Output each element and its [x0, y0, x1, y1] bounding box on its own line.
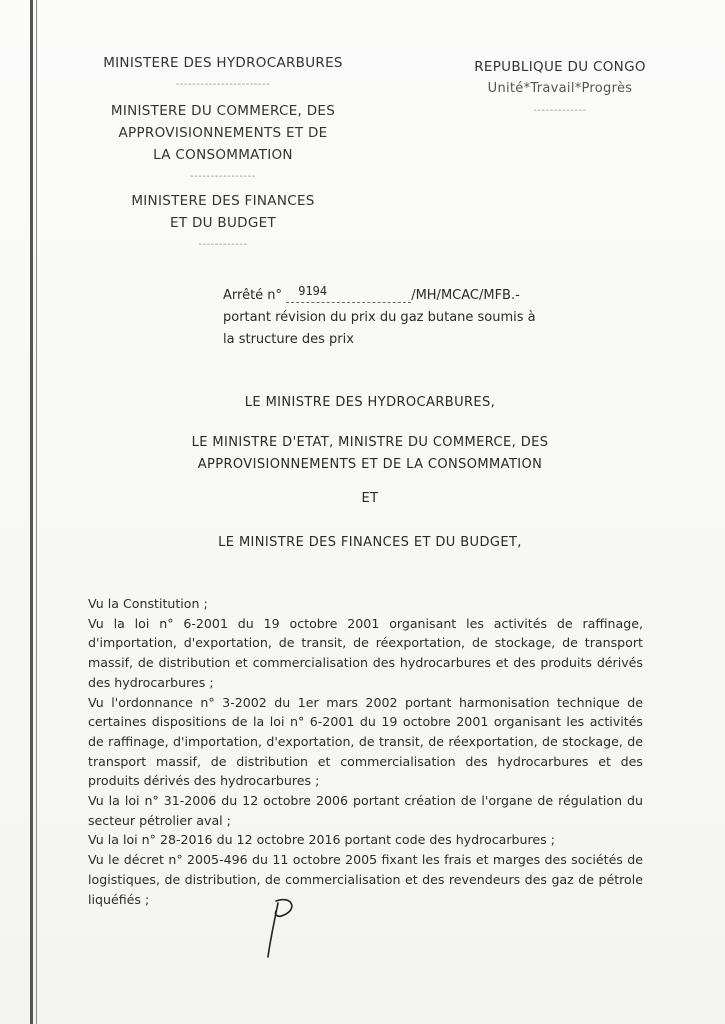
conjunction-et: ET: [361, 491, 379, 506]
minister-finances: LE MINISTRE DES FINANCES ET DU BUDGET,: [218, 535, 522, 550]
arrete-number-line: [223, 284, 663, 307]
ministry-hydrocarbures: MINISTERE DES HYDROCARBURES: [103, 55, 343, 71]
arrete-prefix: Arrêté n°: [223, 288, 283, 303]
arrete-number: 9194: [286, 280, 411, 303]
arrete-reference: [223, 284, 663, 351]
ministries-header: [78, 52, 368, 256]
ministry-commerce-line2: APPROVISIONNEMENTS ET DE: [118, 125, 328, 141]
national-motto: Unité*Travail*Progrès: [487, 81, 633, 96]
separator: ----------------: [190, 171, 256, 182]
visa-item: Vu l'ordonnance n° 3-2002 du 1er mars 2002 portant harmonisation technique de certaines dispositions de la loi n° 6-2001 du 19 octobre 2001 organisant les activités de raffinage, d'importation, d'exportation, de transit, de réexportation, de stockage, de transport massif, de distribution et commercialisation des hydrocarbures et des produits dérivés des hydrocarbures ;: [88, 694, 643, 789]
visa-item: Vu la loi n° 28-2016 du 12 octobre 2016 portant code des hydrocarbures ;: [88, 832, 555, 848]
republic-header: [460, 56, 660, 122]
separator: ------------: [198, 239, 248, 250]
ministry-commerce-line1: MINISTERE DU COMMERCE, DES: [110, 103, 336, 119]
separator: -------------: [533, 105, 587, 116]
binding-edge: [30, 0, 33, 1024]
country-name: REPUBLIQUE DU CONGO: [474, 59, 646, 75]
handwritten-initial: [262, 893, 302, 963]
minister-hydrocarbures: LE MINISTRE DES HYDROCARBURES,: [244, 395, 496, 410]
visa-item: Vu la loi n° 6-2001 du 19 octobre 2001 organisant les activités de raffinage, d'importation, d'exportation, de transit, de réexportation, de stockage, de transport massif, de distribution et commercialisation des hydrocarbures et des produits dérivés des hydrocarbures ;: [88, 615, 643, 690]
ministry-commerce-line3: LA CONSOMMATION: [153, 147, 293, 163]
binding-edge-inner: [36, 0, 37, 1024]
minister-commerce: [90, 432, 650, 476]
minister-commerce-line1: LE MINISTRE D'ETAT, MINISTRE DU COMMERCE, DES: [191, 435, 549, 450]
minister-commerce-line2: APPROVISIONNEMENTS ET DE LA CONSOMMATION: [197, 457, 543, 472]
separator: -----------------------: [175, 79, 271, 90]
ministry-finances-line2: ET DU BUDGET: [169, 215, 276, 231]
visa-item: Vu le décret n° 2005-496 du 11 octobre 2005 fixant les frais et marges des sociétés de logistiques, de distribution, de commercialisation et des revendeurs des gaz de pétrole liquéfiés ;: [88, 852, 643, 907]
visa-item: Vu la Constitution ;: [88, 596, 208, 611]
visas-section: [88, 594, 643, 909]
visa-item: Vu la loi n° 31-2006 du 12 octobre 2006 portant création de l'organe de régulation du secteur pétrolier aval ;: [88, 793, 643, 828]
arrete-subject-line2: la structure des prix: [223, 332, 354, 347]
arrete-subject-line1: portant révision du prix du gaz butane soumis à: [223, 310, 536, 325]
arrete-suffix: /MH/MCAC/MFB.-: [411, 288, 520, 303]
ministry-finances-line1: MINISTERE DES FINANCES: [131, 193, 315, 209]
